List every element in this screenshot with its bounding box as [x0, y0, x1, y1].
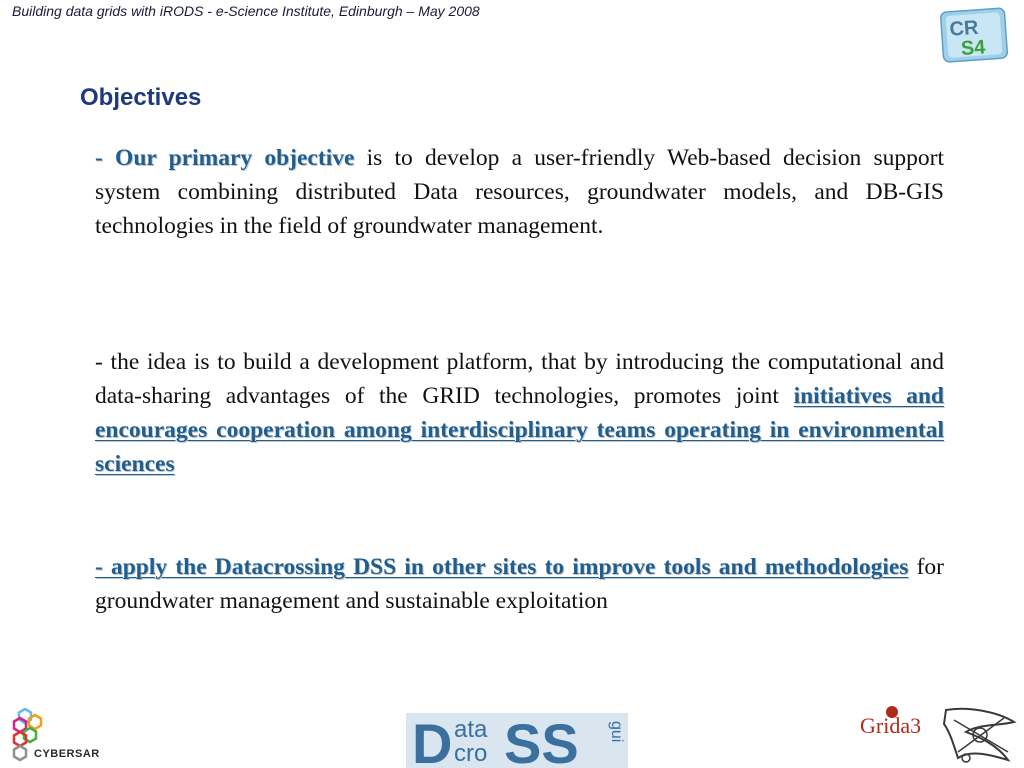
primary-objective-text: is to develop a user-friendly Web-based decision support system combining distributed Data resources, groundwater models, and DB-GIS technologies in the field of groundwater management.	[95, 145, 944, 239]
paragraph-primary-objective	[95, 141, 944, 243]
svg-text:D: D	[412, 713, 453, 768]
crs4-logo-icon	[938, 4, 1012, 64]
svg-text:S4: S4	[960, 36, 987, 60]
svg-text:gui: gui	[608, 721, 625, 743]
paragraph-platform-idea	[95, 345, 944, 481]
apply-datacrossing-highlight: - apply the Datacrossing DSS in other sites to improve tools and methodologies	[95, 554, 909, 580]
paragraph-apply-datacrossing	[95, 550, 944, 618]
apply-datacrossing-text: for groundwater management and sustainable exploitation	[95, 554, 944, 614]
primary-objective-highlight: - Our primary objective	[95, 145, 355, 171]
svg-text:SS: SS	[504, 713, 579, 768]
svg-text:ata: ata	[454, 716, 488, 743]
slide-title: Objectives	[80, 84, 202, 111]
grida3-logo-text: Grida3	[860, 713, 922, 738]
datacrossing-logo-icon	[406, 713, 628, 768]
svg-text:cro: cro	[454, 740, 488, 767]
header-text: Building data grids with iRODS - e-Science Institute, Edinburgh – May 2008	[12, 3, 480, 19]
cybersar-logo-text: CYBERSAR	[34, 748, 100, 760]
svg-text:CR: CR	[948, 16, 980, 41]
platform-idea-highlight: initiatives and encourages cooperation among interdisciplinary teams operating in environmental sciences	[95, 383, 944, 477]
platform-idea-text: - the idea is to build a development platform, that by introducing the computational and data-sharing advantages of the GRID technologies, promotes joint	[95, 349, 944, 409]
